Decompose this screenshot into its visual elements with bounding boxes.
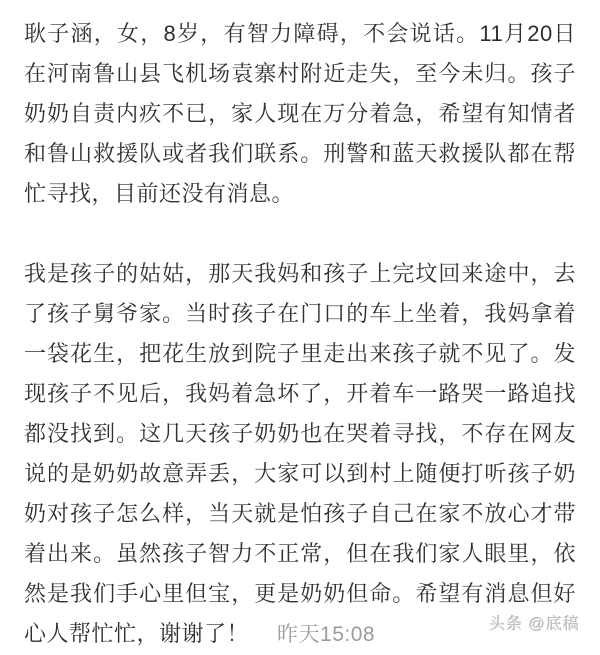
text-line: 耿子涵，女，8岁，有智力障碍，不会说话。11月20日 bbox=[24, 21, 576, 46]
closing-text: 心人帮忙忙，谢谢了！ bbox=[24, 621, 250, 646]
text-line: 奶奶自责内疚不已，家人现在万分着急，希望有知情者 bbox=[24, 101, 576, 126]
text-line: 一袋花生，把花生放到院子里走出来孩子就不见了。发 bbox=[24, 341, 576, 366]
toutiao-watermark: 头条 @底稿 bbox=[489, 616, 580, 633]
text-line: 和鲁山救援队或者我们联系。刑警和蓝天救援队都在帮 bbox=[24, 141, 576, 166]
text-line: 忙寻找，目前还没有消息。 bbox=[24, 181, 295, 206]
text-line: 说的是奶奶故意弄丢，大家可以到村上随便打听孩子奶 bbox=[24, 461, 576, 486]
post-timestamp: 昨天15:08 bbox=[277, 623, 376, 646]
text-line: 我是孩子的姑姑，那天我妈和孩子上完坟回来途中，去 bbox=[24, 261, 576, 286]
text-line: 然是我们手心里但宝，更是奶奶但命。希望有消息但好 bbox=[24, 581, 576, 606]
text-line: 了孩子舅爷家。当时孩子在门口的车上坐着，我妈拿着 bbox=[24, 301, 576, 326]
text-line: 着出来。虽然孩子智力不正常，但在我们家人眼里，依 bbox=[24, 541, 576, 566]
text-line: 奶对孩子怎么样，当天就是怕孩子自己在家不放心才带 bbox=[24, 501, 576, 526]
paragraph-1 bbox=[24, 14, 576, 214]
text-line: 在河南鲁山县飞机场袁寨村附近走失，至今未归。孩子 bbox=[24, 61, 576, 86]
paragraph-2 bbox=[24, 254, 576, 654]
text-line: 现孩子不见后，我妈着急坏了，开着车一路哭一路追找 bbox=[24, 381, 576, 406]
text-line: 都没找到。这几天孩子奶奶也在哭着寻找，不存在网友 bbox=[24, 421, 576, 446]
